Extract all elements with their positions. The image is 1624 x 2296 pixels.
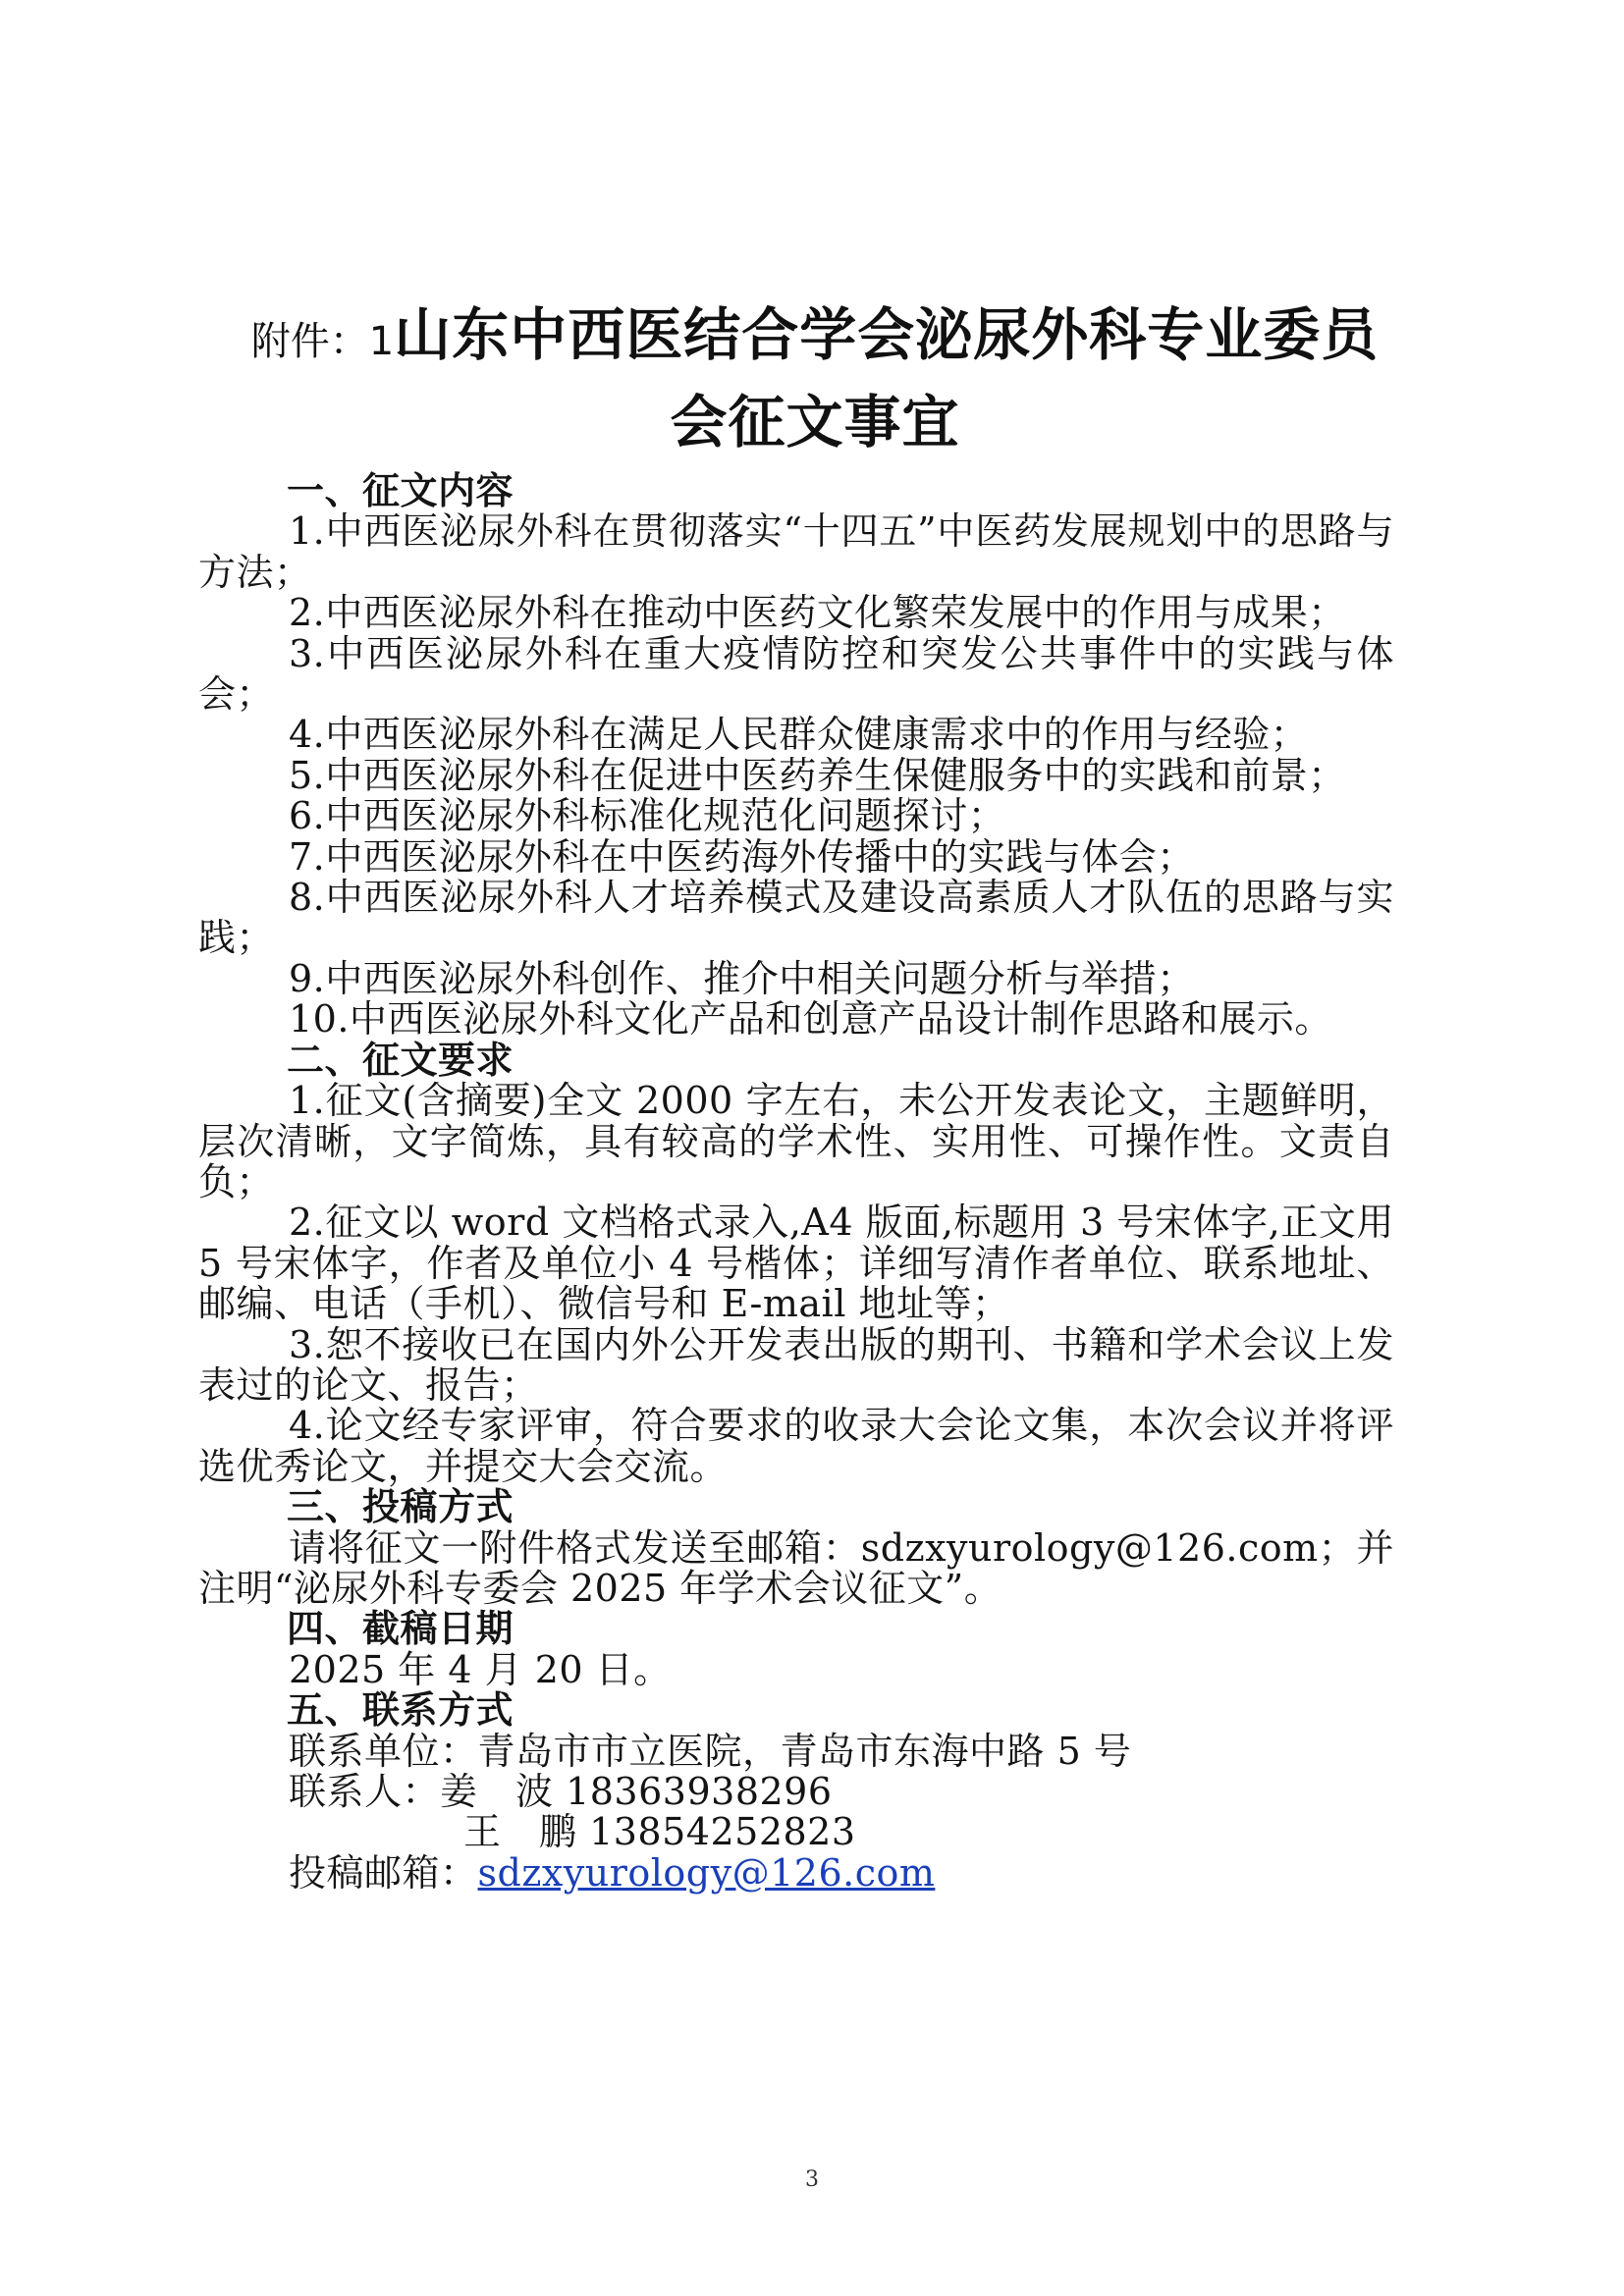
attachment-label: 附件：1 [250, 319, 395, 364]
content-item: 5.中西医泌尿外科在促进中医药养生保健服务中的实践和前景； [289, 753, 1346, 797]
submission-text: 请将征文一附件格式发送至邮箱：sdzxyurology@126.com；并注明“泌尿外科专委会 2025 年学术会议征文”。 [198, 1525, 1394, 1610]
contact-unit: 联系单位：青岛市市立医院，青岛市东海中路 5 号 [289, 1729, 1132, 1773]
title-line-2: 会征文事宜 [670, 389, 960, 455]
document-body [198, 471, 1394, 1894]
content-item: 3.中西医泌尿外科在重大疫情防控和突发公共事件中的实践与体会； [198, 631, 1394, 717]
section-heading-submission: 三、投稿方式 [287, 1485, 514, 1529]
contact-person-2: 王 鹏 13854252823 [463, 1810, 856, 1854]
requirement-item: 4.论文经专家评审，符合要求的收录大会论文集，本次会议并将评选优秀论文，并提交大会交流。 [198, 1404, 1394, 1488]
content-item: 9.中西医泌尿外科创作、推介中相关问题分析与举措； [289, 956, 1195, 1000]
content-item: 6.中西医泌尿外科标准化规范化问题探讨； [289, 794, 1006, 838]
title-line-1 [196, 294, 1434, 382]
content-item: 10.中西医泌尿外科文化产品和创意产品设计制作思路和展示。 [289, 997, 1332, 1041]
content-item: 4.中西医泌尿外科在满足人民群众健康需求中的作用与经验； [289, 713, 1309, 757]
submission-email-link[interactable]: sdzxyurology@126.com [477, 1850, 936, 1895]
content-item: 2.中西医泌尿外科在推动中医药文化繁荣发展中的作用与成果； [289, 591, 1346, 635]
page-number: 3 [805, 2167, 819, 2192]
content-item: 7.中西医泌尿外科在中医药海外传播中的实践与体会； [289, 834, 1195, 879]
email-label: 投稿邮箱： [289, 1850, 478, 1895]
content-item: 8.中西医泌尿外科人才培养模式及建设高素质人才队伍的思路与实践； [198, 876, 1394, 960]
deadline-text: 2025 年 4 月 20 日。 [289, 1647, 672, 1691]
content-item: 1.中西医泌尿外科在贯彻落实“十四五”中医药发展规划中的思路与方法； [198, 509, 1394, 594]
requirement-item: 2.征文以 word 文档格式录入,A4 版面,标题用 3 号宋体字,正文用 5 号宋体字，作者及单位小 4 号楷体；详细写清作者单位、联系地址、邮编、电话（手机）、微信号和 E-mail 地址等； [198, 1201, 1394, 1326]
section-heading-requirements: 二、征文要求 [287, 1038, 514, 1082]
submission-email-line [198, 1850, 1394, 1895]
section-heading-contact: 五、联系方式 [287, 1688, 514, 1733]
contact-person-1: 联系人：姜 波 18363938296 [289, 1770, 833, 1813]
title-main: 山东中西医结合学会泌尿外科专业委员 [394, 301, 1380, 368]
requirement-item: 3.恕不接收已在国内外公开发表出版的期刊、书籍和学术会议上发表过的论文、报告； [198, 1322, 1394, 1407]
section-heading-deadline: 四、截稿日期 [287, 1607, 514, 1651]
section-heading-content: 一、征文内容 [287, 469, 514, 512]
requirement-item: 1.征文(含摘要)全文 2000 字左右，未公开发表论文，主题鲜明，层次清晰，文字简炼，具有较高的学术性、实用性、可操作性。文责自负； [198, 1079, 1394, 1203]
document-title [196, 294, 1434, 462]
